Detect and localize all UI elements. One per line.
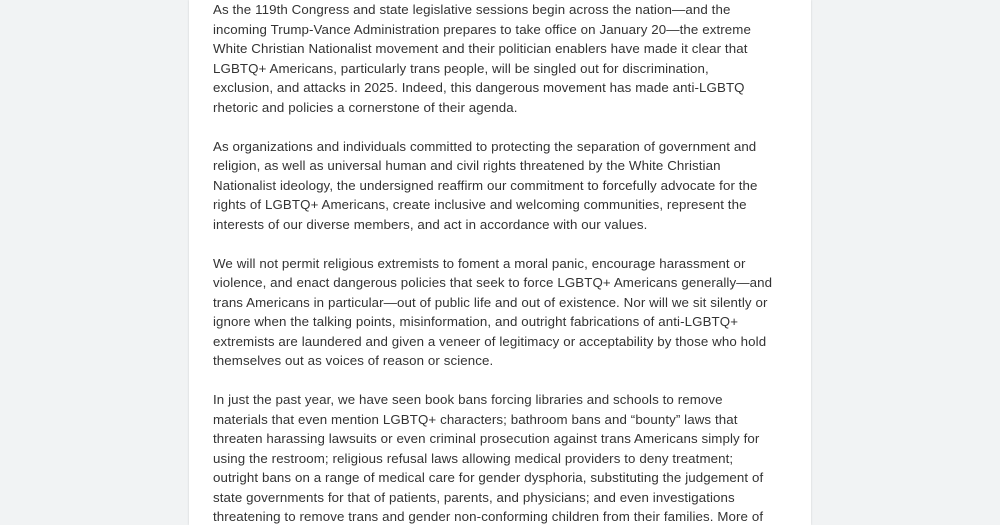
paragraph-4: In just the past year, we have seen book bans forcing libraries and schools to remove materials that even mention LGBTQ+ characters; bathroom bans and “bounty” laws that threaten harassing lawsuits or even criminal prosecution against trans Americans simply for using the restroom; religious refusal laws allowing medical providers to deny treatment; outright bans on a range of medical care for gender dysphoria, substituting the judgement of state governments for that of patients, parents, and physicians; and even investigations threatening to remove trans and gender non-conforming children from their families. More of [213,392,764,524]
document-body [213,0,791,525]
document-page [189,0,811,525]
paragraph-2: As organizations and individuals committed to protecting the separation of government and religion, as well as universal human and civil rights threatened by the White Christian Nationalist ideology, the undersigned reaffirm our commitment to forcefully advocate for the rights of LGBTQ+ Americans, create inclusive and welcoming communities, represent the interests of our diverse members, and act in accordance with our values. [213,138,758,232]
paragraph-3: We will not permit religious extremists to foment a moral panic, encourage harassment or violence, and enact dangerous policies that seek to force LGBTQ+ Americans generally—and trans Americans in particular—out of public life and out of existence. Nor will we sit silently or ignore when the talking points, misinformation, and outright fabrications of anti-LGBTQ+ extremists are laundered and given a veneer of legitimacy or acceptability by those who hold themselves out as voices of reason or science. [213,255,773,368]
paragraph-1: As the 119th Congress and state legislative sessions begin across the nation—and the incoming Trump-Vance Administration prepares to take office on January 20—the extreme White Christian Nationalist movement and their politician enablers have made it clear that LGBTQ+ Americans, particularly trans people, will be singled out for discrimination, exclusion, and attacks in 2025. Indeed, this dangerous movement has made anti-LGBTQ rhetoric and policies a cornerstone of their agenda. [213,2,751,115]
